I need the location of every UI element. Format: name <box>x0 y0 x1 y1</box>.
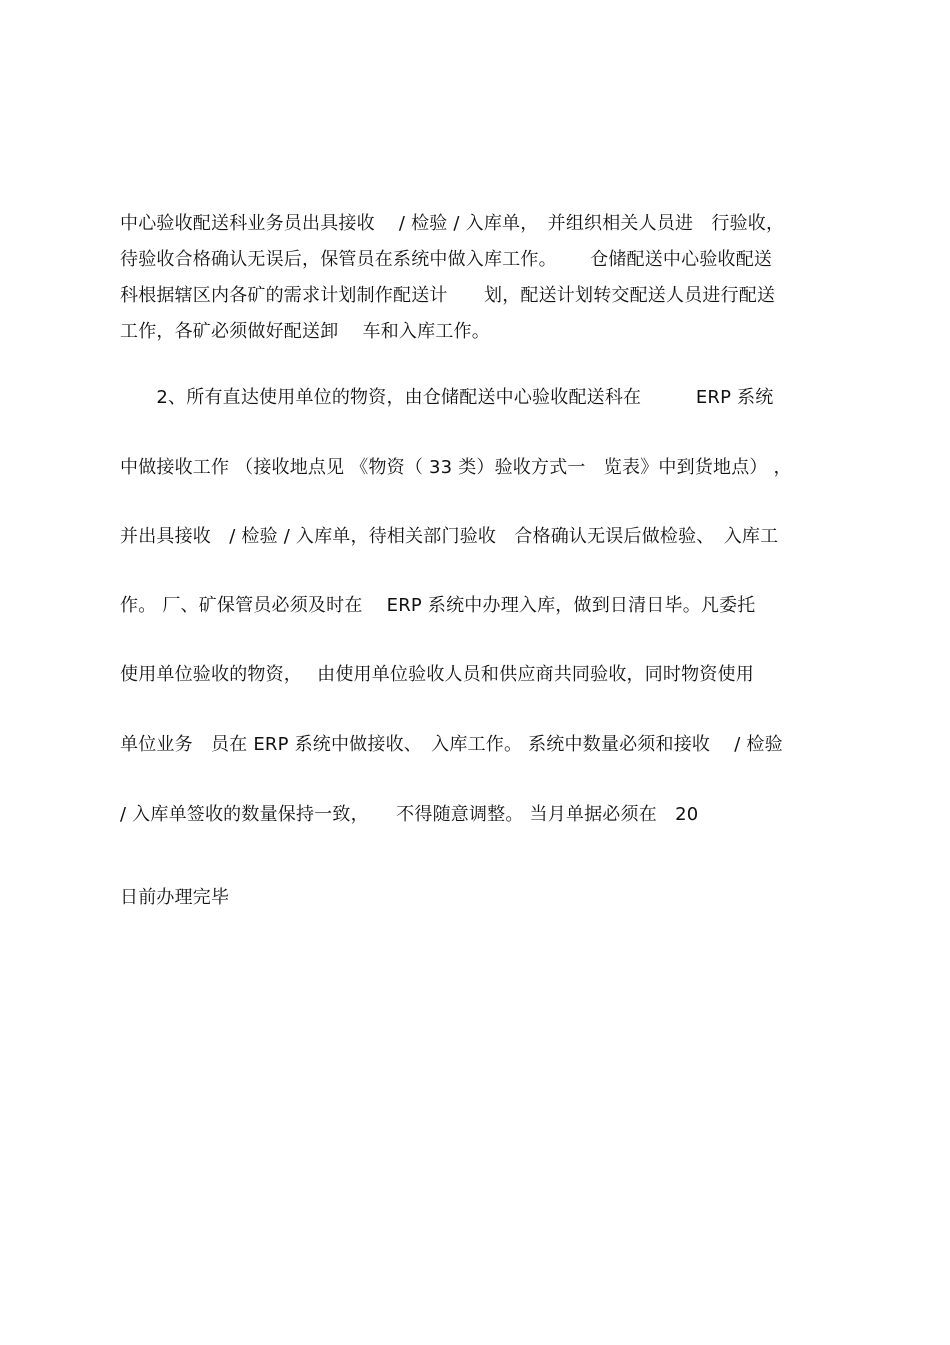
paragraph-1-line-2: 待验收合格确认无误后，保管员在系统中做入库工作。 仓储配送中心验收配送 <box>120 249 773 270</box>
paragraph-1-line-1: 中心验收配送科业务员出具接收 / 检验 / 入库单， 并组织相关人员进 行验收， <box>120 213 785 234</box>
paragraph-2-line-4: 作。 厂、矿保管员必须及时在 ERP 系统中办理入库，做到日清日毕。凡委托 <box>120 595 756 616</box>
paragraph-2-line-1: 2、所有直达使用单位的物资，由仓储配送中心验收配送科在 ERP 系统 <box>120 387 774 408</box>
paragraph-2-line-5: 使用单位验收的物资， 由使用单位验收人员和供应商共同验收，同时物资使用 <box>120 664 754 685</box>
paragraph-2-line-7: / 入库单签收的数量保持一致， 不得随意调整。 当月单据必须在 20 <box>120 804 699 825</box>
paragraph-2-line-3: 并出具接收 / 检验 / 入库单，待相关部门验收 合格确认无误后做检验、 入库工 <box>120 526 779 547</box>
paragraph-2-line-6: 单位业务 员在 ERP 系统中做接收、 入库工作。 系统中数量必须和接收 / 检验 <box>120 734 783 755</box>
paragraph-2-line-8: 日前办理完毕 <box>120 887 230 908</box>
paragraph-1-line-3: 科根据辖区内各矿的需求计划制作配送计 划，配送计划转交配送人员进行配送 <box>120 285 776 306</box>
paragraph-2-line-2: 中做接收工作 （接收地点见 《物资（ 33 类）验收方式一 览表》中到货地点） ， <box>120 457 792 478</box>
paragraph-1-line-4: 工作，各矿必须做好配送卸 车和入库工作。 <box>120 321 490 342</box>
